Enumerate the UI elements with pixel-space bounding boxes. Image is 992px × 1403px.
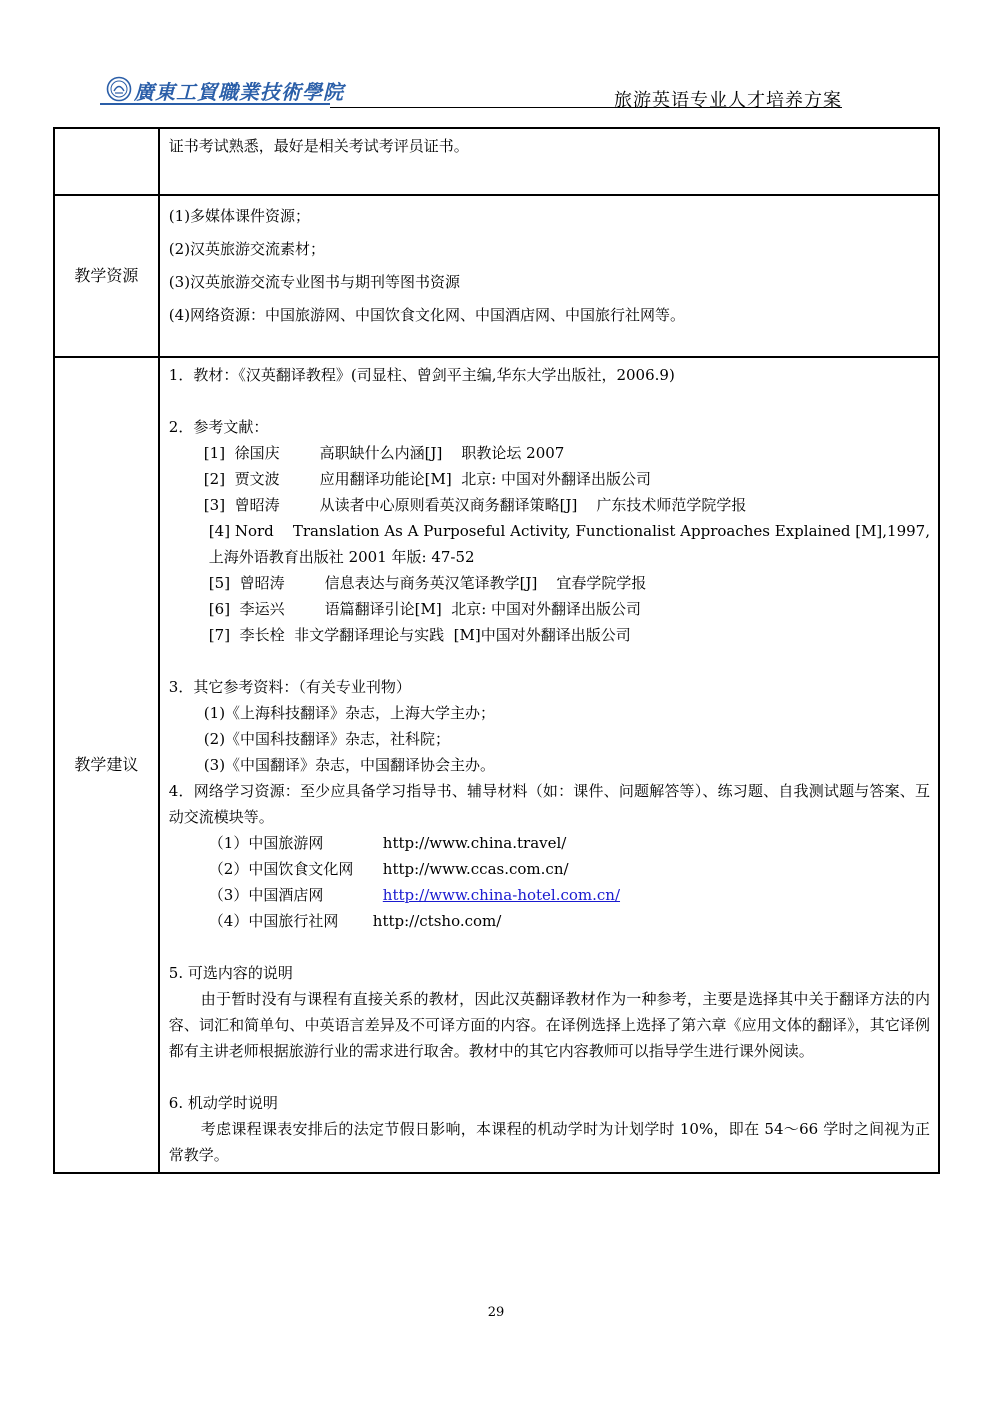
other-ref-item: (1)《上海科技翻译》杂志，上海大学主办； [203, 704, 496, 722]
reference-item: [6] 李运兴 语篇翻译引论[M] 北京: 中国对外翻译出版公司 [208, 600, 642, 618]
site-item: （1）中国旅游网 http://www.china.travel/ [169, 830, 930, 856]
site-url: http://www.china.travel/ [382, 834, 567, 852]
resource-item: (4)网络资源：中国旅游网、中国饮食文化网、中国酒店网、中国旅行社网等。 [168, 306, 686, 324]
reference-item: [1] 徐国庆 高职缺什么内涵[J] 职教论坛 2007 [203, 444, 565, 462]
school-name: 廣東工貿職業技術學院 [134, 80, 344, 104]
optional-title: 5. 可选内容的说明 [168, 964, 293, 982]
page-number: 29 [487, 1305, 505, 1320]
reference-item: [2] 贾文波 应用翻译功能论[M] 北京: 中国对外翻译出版公司 [203, 470, 652, 488]
resource-item: (2)汉英旅游交流素材； [168, 240, 326, 258]
site-item: （2）中国饮食文化网 http://www.ccas.com.cn/ [169, 856, 930, 882]
curriculum-table [53, 127, 940, 1174]
site-url: http://ctsho.com/ [372, 912, 502, 930]
flex-hours-title: 6. 机动学时说明 [168, 1094, 278, 1112]
online-resources-text: 4．网络学习资源：至少应具备学习指导书、辅导材料（如：课件、问题解答等）、练习题、自我测试题与答案、互动交流模块等。 [168, 782, 930, 826]
advice-cell [159, 357, 939, 1173]
empty-label-cell [54, 128, 159, 195]
optional-text: 由于暂时没有与课程有直接关系的教材，因此汉英翻译教材作为一种参考，主要是选择其中关于翻译方法的内容、词汇和简单句、中英语言差异及不可译方面的内容。在译例选择上选择了第六章《应用文体的翻译》，其它译例都有主讲老师根据旅游行业的需求进行取舍。教材中的其它内容教师可以指导学生进行课外阅读。 [168, 990, 930, 1060]
site-link[interactable]: http://www.china-hotel.com.cn/ [382, 886, 621, 904]
other-refs-title: 3．其它参考资料：（有关专业刊物） [168, 678, 411, 696]
continuation-text: 证书考试熟悉，最好是相关考试考评员证书。 [168, 137, 469, 155]
resources-label: 教学资源 [54, 195, 159, 357]
table-row-advice [54, 357, 939, 1173]
header-rule [330, 107, 842, 108]
header-rule-blue [100, 103, 330, 105]
reference-item: [5] 曾昭涛 信息表达与商务英汉笔译教学[J] 宜春学院学报 [208, 574, 647, 592]
reference-item-cont: 上海外语教育出版社 2001 年版: 47-52 [208, 548, 475, 566]
textbook-line: 1．教材：《汉英翻译教程》(司显柱、曾剑平主编,华东大学出版社，2006.9) [168, 366, 675, 384]
resources-cell [159, 195, 939, 357]
other-ref-item: (3)《中国翻译》杂志，中国翻译协会主办。 [203, 756, 496, 774]
table-row-continuation [54, 128, 939, 195]
resource-item: (3)汉英旅游交流专业图书与期刊等图书资源 [168, 273, 461, 291]
site-item: （4）中国旅行社网 http://ctsho.com/ [169, 908, 930, 934]
resource-item: (1)多媒体课件资源； [168, 207, 311, 225]
other-ref-item: (2)《中国科技翻译》杂志，社科院； [203, 730, 451, 748]
flex-hours-text: 考虑课程课表安排后的法定节假日影响，本课程的机动学时为计划学时 10%，即在 54～66 学时之间视为正常教学。 [168, 1120, 930, 1164]
reference-item: [4] Nord Translation As A Purposeful Activity, Functionalist Approaches Explained [M],1997, [208, 522, 930, 540]
table-row-resources [54, 195, 939, 357]
site-item: （3）中国酒店网 http://www.china-hotel.com.cn/ [169, 882, 930, 908]
school-logo-icon [106, 76, 132, 102]
references-title: 2．参考文献： [168, 418, 269, 436]
document-title: 旅游英语专业人才培养方案 [614, 90, 842, 111]
site-url: http://www.ccas.com.cn/ [382, 860, 569, 878]
reference-item: [3] 曾昭涛 从读者中心原则看英汉商务翻译策略[J] 广东技术师范学院学报 [203, 496, 747, 514]
continuation-cell [159, 128, 939, 195]
advice-label: 教学建议 [54, 357, 159, 1173]
reference-item: [7] 李长栓 非文学翻译理论与实践 [M]中国对外翻译出版公司 [208, 626, 631, 644]
